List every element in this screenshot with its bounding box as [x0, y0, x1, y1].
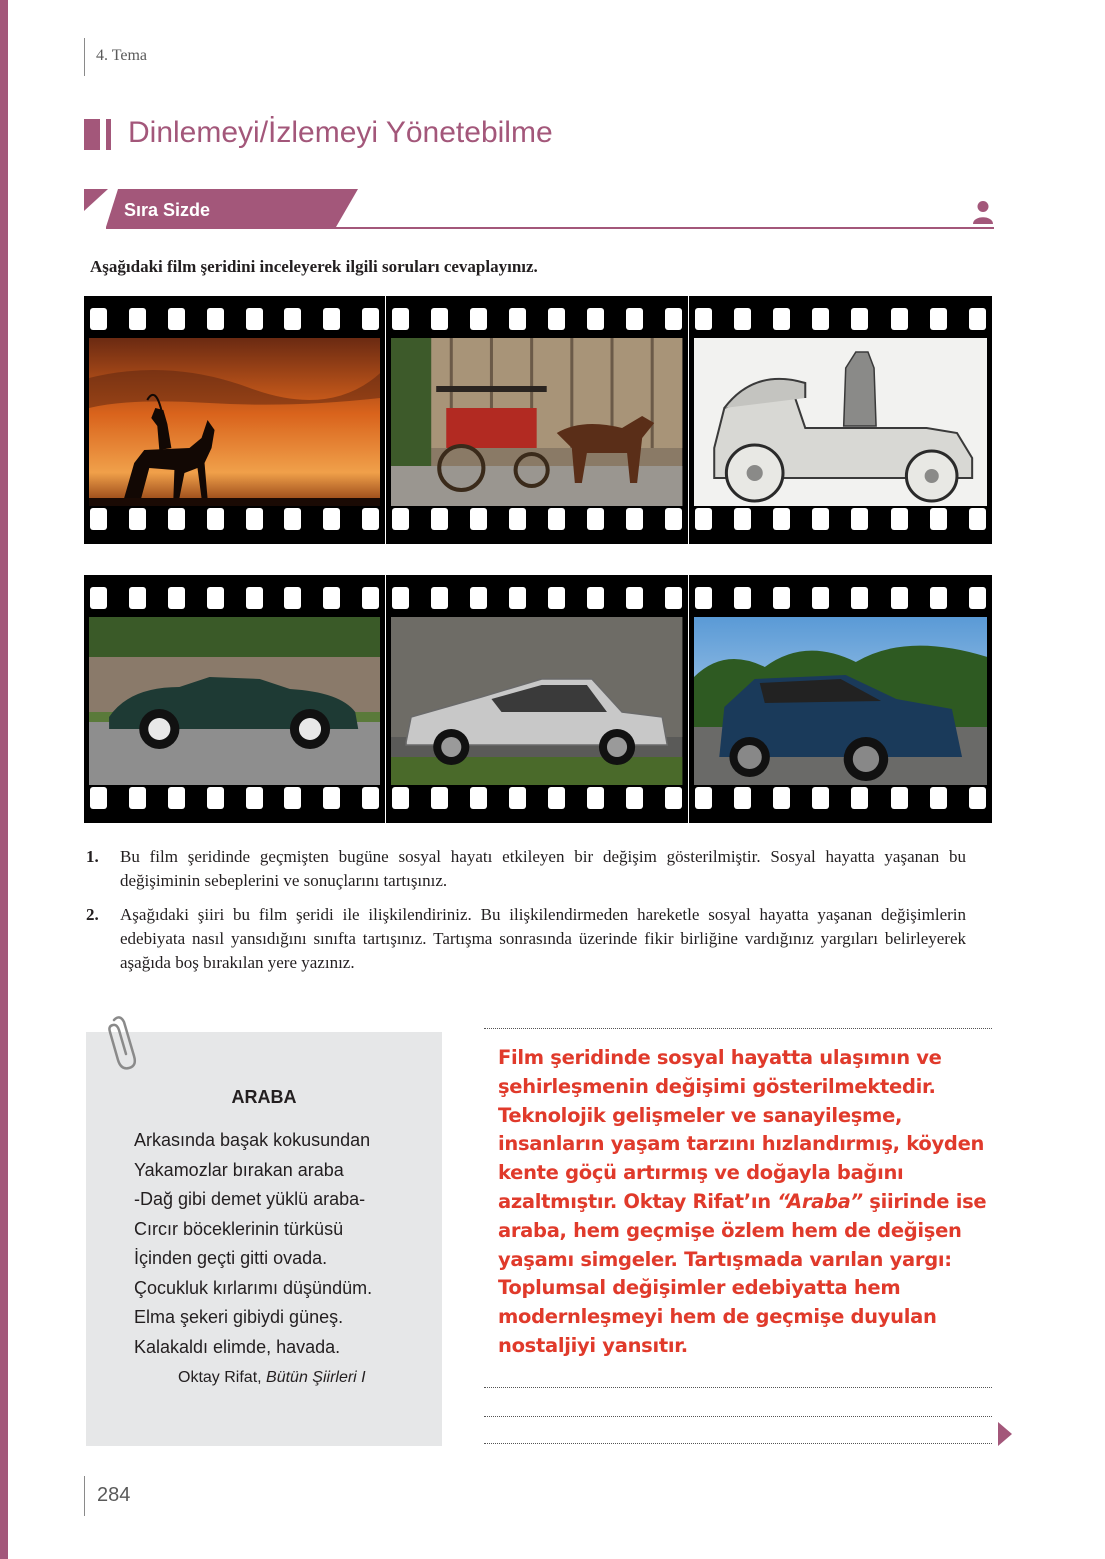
instruction: Aşağıdaki film şeridini inceleyerek ilgili soruları cevaplayınız.: [90, 257, 538, 276]
next-arrow-icon[interactable]: [998, 1422, 1012, 1446]
film-frame: [386, 575, 687, 823]
question-item: 1. Bu film şeridinde geçmişten bugüne sosyal hayatı etkileyen bir değişim gösterilmiştir. Sosyal hayatta yaşanan bu değişiminin sebeplerini ve sonuçlarını tartışınız.: [86, 847, 966, 890]
silver-hatchback-car-image: [391, 617, 682, 785]
theme-label: 4. Tema: [96, 47, 148, 64]
question-list: [86, 845, 966, 985]
answer-text: Film şeridinde sosyal hayatta ulaşımın ve şehirleşmenin değişimi gösterilmektedir. Teknolojik gelişmeler ve sanayileşme, insanların yaşam tarzını hızlandırmış, köyden kente göçü artırmış ve doğayla bağını azaltmıştır. Oktay Rifat’ın “Araba” şiirinde ise araba, hem geçmişe özlem hem de değişen yaşamı simgeler. Tartışmada varılan yargı: Toplumsal değişimler edebiyatta hem modernleşmeyi hem de geçmişe duyulan nostaljiyi yansıtır.: [498, 1046, 987, 1357]
question-item: 2. Aşağıdaki şiiri bu film şeridi ile ilişkilendiriniz. Bu ilişkilendirmeden hareketle sosyal hayatta yaşanan değişimlerin edebiyata nasıl yansıdığını sınıfta tartışınız. Tartışma sonrasında üzerinde fikir birliğine vardığınız yargıları belirleyerek aşağıda boş bırakılan yere yazınız.: [86, 905, 966, 972]
classic-convertible-car-image: [89, 617, 380, 785]
film-frame: [84, 575, 385, 823]
question-text: Aşağıdaki şiiri bu film şeridi ile ilişkilendiriniz. Bu ilişkilendirmeden hareketle sosyal hayatta yaşanan değişimlerin edebiyata nasıl yansıdığını sınıfta tartışınız. Tartışma sonrasında üzerinde fikir birliğine vardığınız yargıları belirleyerek aşağıda boş bırakılan yere yazınız.: [120, 905, 966, 972]
vintage-car-engraving-image: [694, 338, 987, 506]
poem-lines: Arkasında başak kokusundan Yakamozlar bırakan araba -Dağ gibi demet yüklü araba- Cırcır böceklerinin türküsü İçinden geçti gitti ovada. Çocukluk kırlarımı düşündüm. Elma şekeri gibiydi güneş. Kalakaldı elimde, havada.: [134, 1130, 373, 1357]
page-title: Dinlemeyi/İzlemeyi Yönetebilme: [128, 116, 553, 149]
film-frame: [689, 296, 992, 544]
section-label: Sıra Sizde: [124, 200, 211, 220]
paperclip-icon: [100, 1012, 140, 1072]
film-frame: [84, 296, 385, 544]
left-accent-bar: [0, 0, 8, 1559]
person-icon: [972, 200, 994, 224]
footer-rule: [84, 1476, 85, 1516]
question-text: Bu film şeridinde geçmişten bugüne sosyal hayatı etkileyen bir değişim gösterilmiştir. Sosyal hayatta yaşanan bu değişiminin sebeplerini ve sonuçlarını tartışınız.: [120, 847, 966, 890]
modern-suv-car-image: [694, 617, 987, 785]
poem-box: [86, 1032, 442, 1446]
poem-source: Oktay Rifat, Bütün Şiirleri I: [178, 1369, 366, 1386]
poem-title: ARABA: [231, 1087, 297, 1107]
section-header: [84, 186, 994, 232]
film-strip-bottom: [84, 575, 992, 823]
page-number: 284: [97, 1484, 131, 1506]
film-frame: [689, 575, 992, 823]
film-frame: [386, 296, 687, 544]
header-rule: [84, 38, 85, 76]
horse-carriage-image: [391, 338, 682, 506]
film-strip-top: [84, 296, 992, 544]
horse-rider-sunset-image: [89, 338, 380, 506]
